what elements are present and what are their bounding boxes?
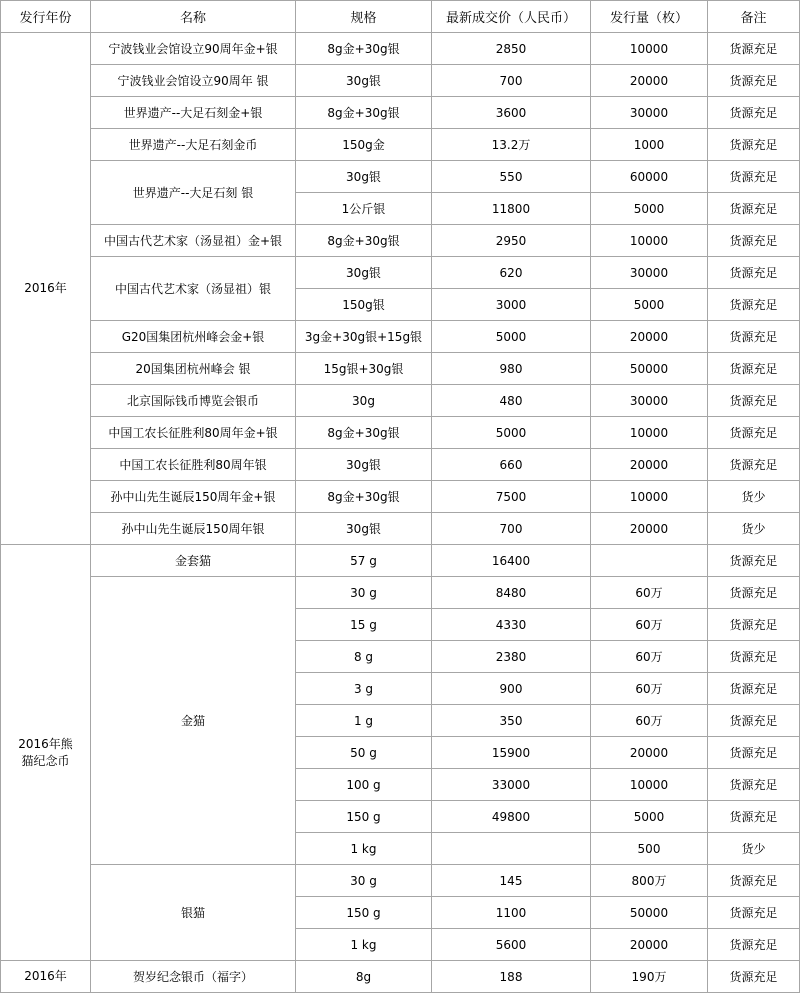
spec-cell: 8g金+30g银 bbox=[296, 417, 432, 449]
note-cell: 货源充足 bbox=[708, 705, 800, 737]
quantity-cell: 30000 bbox=[591, 385, 708, 417]
quantity-cell: 1000 bbox=[591, 129, 708, 161]
spec-cell: 150g银 bbox=[296, 289, 432, 321]
header-quantity: 发行量（枚） bbox=[591, 1, 708, 33]
note-cell: 货源充足 bbox=[708, 33, 800, 65]
table-row bbox=[1, 865, 800, 897]
table-row bbox=[1, 961, 800, 993]
price-cell: 620 bbox=[432, 257, 591, 289]
header-price: 最新成交价（人民币） bbox=[432, 1, 591, 33]
price-cell: 350 bbox=[432, 705, 591, 737]
note-cell: 货源充足 bbox=[708, 353, 800, 385]
price-cell: 700 bbox=[432, 513, 591, 545]
price-cell: 980 bbox=[432, 353, 591, 385]
quantity-cell: 50000 bbox=[591, 897, 708, 929]
note-cell: 货源充足 bbox=[708, 449, 800, 481]
name-cell: 中国工农长征胜利80周年银 bbox=[91, 449, 296, 481]
price-cell: 480 bbox=[432, 385, 591, 417]
note-cell: 货源充足 bbox=[708, 929, 800, 961]
price-cell: 49800 bbox=[432, 801, 591, 833]
year-cell: 2016年熊猫纪念币 bbox=[1, 545, 91, 961]
note-cell: 货源充足 bbox=[708, 737, 800, 769]
price-cell: 3000 bbox=[432, 289, 591, 321]
spec-cell: 100 g bbox=[296, 769, 432, 801]
quantity-cell: 60万 bbox=[591, 641, 708, 673]
quantity-cell: 60万 bbox=[591, 673, 708, 705]
price-cell: 16400 bbox=[432, 545, 591, 577]
quantity-cell: 10000 bbox=[591, 769, 708, 801]
price-cell: 7500 bbox=[432, 481, 591, 513]
name-cell: 宁波钱业会馆设立90周年 银 bbox=[91, 65, 296, 97]
spec-cell: 1 kg bbox=[296, 929, 432, 961]
price-cell: 2850 bbox=[432, 33, 591, 65]
spec-cell: 8 g bbox=[296, 641, 432, 673]
name-cell: 20国集团杭州峰会 银 bbox=[91, 353, 296, 385]
quantity-cell: 20000 bbox=[591, 449, 708, 481]
table-row bbox=[1, 321, 800, 353]
spec-cell: 30g银 bbox=[296, 513, 432, 545]
table-row bbox=[1, 481, 800, 513]
note-cell: 货源充足 bbox=[708, 961, 800, 993]
table-row bbox=[1, 385, 800, 417]
note-cell: 货源充足 bbox=[708, 609, 800, 641]
note-cell: 货源充足 bbox=[708, 641, 800, 673]
note-cell: 货源充足 bbox=[708, 769, 800, 801]
name-cell: 贺岁纪念银币（福字） bbox=[91, 961, 296, 993]
quantity-cell: 60万 bbox=[591, 609, 708, 641]
name-cell: 世界遗产--大足石刻金币 bbox=[91, 129, 296, 161]
price-cell: 145 bbox=[432, 865, 591, 897]
header-row bbox=[1, 1, 800, 33]
price-cell: 2380 bbox=[432, 641, 591, 673]
spec-cell: 150 g bbox=[296, 801, 432, 833]
spec-cell: 8g金+30g银 bbox=[296, 33, 432, 65]
table-row bbox=[1, 449, 800, 481]
year-cell: 2016年 bbox=[1, 33, 91, 545]
price-cell: 1100 bbox=[432, 897, 591, 929]
price-cell: 900 bbox=[432, 673, 591, 705]
note-cell: 货源充足 bbox=[708, 193, 800, 225]
price-cell bbox=[432, 833, 591, 865]
note-cell: 货源充足 bbox=[708, 161, 800, 193]
name-cell: 中国古代艺术家（汤显祖）金+银 bbox=[91, 225, 296, 257]
spec-cell: 3g金+30g银+15g银 bbox=[296, 321, 432, 353]
quantity-cell: 10000 bbox=[591, 481, 708, 513]
spec-cell: 8g bbox=[296, 961, 432, 993]
quantity-cell: 60万 bbox=[591, 705, 708, 737]
name-cell: 孙中山先生诞辰150周年金+银 bbox=[91, 481, 296, 513]
spec-cell: 30 g bbox=[296, 577, 432, 609]
name-cell: 金套猫 bbox=[91, 545, 296, 577]
note-cell: 货源充足 bbox=[708, 673, 800, 705]
quantity-cell: 20000 bbox=[591, 737, 708, 769]
note-cell: 货源充足 bbox=[708, 129, 800, 161]
price-cell: 550 bbox=[432, 161, 591, 193]
quantity-cell: 30000 bbox=[591, 97, 708, 129]
table-row bbox=[1, 417, 800, 449]
table-row bbox=[1, 513, 800, 545]
table-row bbox=[1, 577, 800, 609]
quantity-cell: 800万 bbox=[591, 865, 708, 897]
note-cell: 货源充足 bbox=[708, 289, 800, 321]
spec-cell: 30g银 bbox=[296, 65, 432, 97]
spec-cell: 57 g bbox=[296, 545, 432, 577]
quantity-cell: 10000 bbox=[591, 33, 708, 65]
name-cell: 金猫 bbox=[91, 577, 296, 865]
quantity-cell: 50000 bbox=[591, 353, 708, 385]
spec-cell: 15g银+30g银 bbox=[296, 353, 432, 385]
table-row bbox=[1, 545, 800, 577]
price-cell: 4330 bbox=[432, 609, 591, 641]
name-cell: 世界遗产--大足石刻 银 bbox=[91, 161, 296, 225]
spec-cell: 30 g bbox=[296, 865, 432, 897]
spec-cell: 8g金+30g银 bbox=[296, 225, 432, 257]
name-cell: 银猫 bbox=[91, 865, 296, 961]
table-row bbox=[1, 225, 800, 257]
note-cell: 货源充足 bbox=[708, 225, 800, 257]
note-cell: 货少 bbox=[708, 513, 800, 545]
quantity-cell: 30000 bbox=[591, 257, 708, 289]
quantity-cell: 5000 bbox=[591, 289, 708, 321]
price-cell: 2950 bbox=[432, 225, 591, 257]
price-cell: 5000 bbox=[432, 321, 591, 353]
spec-cell: 8g金+30g银 bbox=[296, 97, 432, 129]
note-cell: 货源充足 bbox=[708, 97, 800, 129]
table-body bbox=[1, 1, 800, 993]
name-cell: 宁波钱业会馆设立90周年金+银 bbox=[91, 33, 296, 65]
name-cell: 孙中山先生诞辰150周年银 bbox=[91, 513, 296, 545]
quantity-cell: 60万 bbox=[591, 577, 708, 609]
price-cell: 700 bbox=[432, 65, 591, 97]
price-cell: 13.2万 bbox=[432, 129, 591, 161]
price-cell: 3600 bbox=[432, 97, 591, 129]
note-cell: 货源充足 bbox=[708, 545, 800, 577]
quantity-cell: 20000 bbox=[591, 321, 708, 353]
note-cell: 货源充足 bbox=[708, 65, 800, 97]
table-row bbox=[1, 97, 800, 129]
name-cell: 中国古代艺术家（汤显祖）银 bbox=[91, 257, 296, 321]
quantity-cell: 20000 bbox=[591, 513, 708, 545]
spec-cell: 150 g bbox=[296, 897, 432, 929]
price-cell: 188 bbox=[432, 961, 591, 993]
spec-cell: 15 g bbox=[296, 609, 432, 641]
header-year: 发行年份 bbox=[1, 1, 91, 33]
note-cell: 货源充足 bbox=[708, 417, 800, 449]
quantity-cell: 20000 bbox=[591, 65, 708, 97]
quantity-cell: 60000 bbox=[591, 161, 708, 193]
name-cell: G20国集团杭州峰会金+银 bbox=[91, 321, 296, 353]
year-cell: 2016年 bbox=[1, 961, 91, 993]
spec-cell: 30g银 bbox=[296, 257, 432, 289]
spec-cell: 30g银 bbox=[296, 161, 432, 193]
price-cell: 11800 bbox=[432, 193, 591, 225]
spec-cell: 30g银 bbox=[296, 449, 432, 481]
quantity-cell: 5000 bbox=[591, 193, 708, 225]
note-cell: 货少 bbox=[708, 481, 800, 513]
note-cell: 货源充足 bbox=[708, 321, 800, 353]
price-cell: 8480 bbox=[432, 577, 591, 609]
quantity-cell: 10000 bbox=[591, 225, 708, 257]
quantity-cell: 20000 bbox=[591, 929, 708, 961]
note-cell: 货源充足 bbox=[708, 801, 800, 833]
table-row bbox=[1, 65, 800, 97]
header-note: 备注 bbox=[708, 1, 800, 33]
header-name: 名称 bbox=[91, 1, 296, 33]
note-cell: 货源充足 bbox=[708, 865, 800, 897]
price-cell: 660 bbox=[432, 449, 591, 481]
quantity-cell: 5000 bbox=[591, 801, 708, 833]
spec-cell: 1 kg bbox=[296, 833, 432, 865]
table-row bbox=[1, 33, 800, 65]
price-cell: 15900 bbox=[432, 737, 591, 769]
spec-cell: 30g bbox=[296, 385, 432, 417]
header-spec: 规格 bbox=[296, 1, 432, 33]
spec-cell: 8g金+30g银 bbox=[296, 481, 432, 513]
note-cell: 货源充足 bbox=[708, 897, 800, 929]
quantity-cell: 500 bbox=[591, 833, 708, 865]
quantity-cell: 10000 bbox=[591, 417, 708, 449]
note-cell: 货少 bbox=[708, 833, 800, 865]
note-cell: 货源充足 bbox=[708, 577, 800, 609]
price-cell: 5000 bbox=[432, 417, 591, 449]
spec-cell: 1公斤银 bbox=[296, 193, 432, 225]
name-cell: 世界遗产--大足石刻金+银 bbox=[91, 97, 296, 129]
name-cell: 中国工农长征胜利80周年金+银 bbox=[91, 417, 296, 449]
name-cell: 北京国际钱币博览会银币 bbox=[91, 385, 296, 417]
spec-cell: 50 g bbox=[296, 737, 432, 769]
quantity-cell: 190万 bbox=[591, 961, 708, 993]
spec-cell: 3 g bbox=[296, 673, 432, 705]
price-cell: 33000 bbox=[432, 769, 591, 801]
note-cell: 货源充足 bbox=[708, 257, 800, 289]
table-row bbox=[1, 129, 800, 161]
table-row bbox=[1, 161, 800, 193]
table-row bbox=[1, 353, 800, 385]
spec-cell: 150g金 bbox=[296, 129, 432, 161]
price-cell: 5600 bbox=[432, 929, 591, 961]
quantity-cell bbox=[591, 545, 708, 577]
spec-cell: 1 g bbox=[296, 705, 432, 737]
table-row bbox=[1, 257, 800, 289]
note-cell: 货源充足 bbox=[708, 385, 800, 417]
